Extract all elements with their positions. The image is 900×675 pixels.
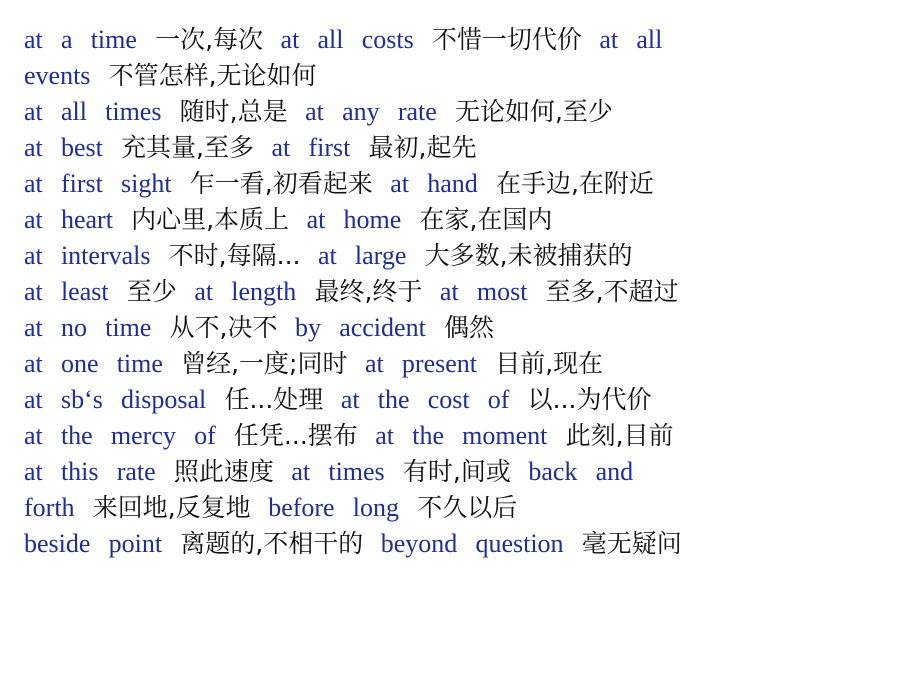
- english-word: best: [60, 133, 103, 162]
- english-word: back: [528, 457, 578, 486]
- english-word: least: [60, 277, 109, 306]
- english-word: question: [475, 529, 564, 558]
- chinese-meaning: 离题的,不相干的: [180, 529, 364, 558]
- english-word: point: [108, 529, 163, 558]
- english-word: time: [116, 349, 163, 378]
- chinese-meaning: 充其量,至多: [121, 133, 254, 162]
- english-word: at: [306, 205, 326, 234]
- english-word: the: [412, 421, 444, 450]
- english-word: the: [377, 385, 410, 414]
- english-word: at: [390, 169, 410, 198]
- chinese-meaning: 不管怎样,无论如何: [108, 61, 317, 90]
- english-word: one: [60, 349, 99, 378]
- english-word: length: [231, 277, 297, 306]
- english-word: present: [401, 349, 478, 378]
- english-word: costs: [361, 25, 414, 54]
- phrase-line: [24, 202, 880, 238]
- chinese-meaning: 偶然: [443, 313, 494, 342]
- phrase-line: [24, 94, 880, 130]
- chinese-meaning: 随时,总是: [179, 97, 288, 126]
- english-word: beyond: [380, 529, 458, 558]
- english-word: at: [317, 241, 337, 270]
- english-word: at: [24, 277, 43, 306]
- phrase-line: [24, 274, 880, 310]
- chinese-meaning: 大多数,未被捕获的: [424, 241, 633, 270]
- english-word: at: [375, 421, 395, 450]
- phrase-list: [24, 22, 880, 562]
- english-word: at: [439, 277, 459, 306]
- english-word: mercy: [110, 421, 176, 450]
- phrase-line: [24, 490, 880, 526]
- english-word: at: [24, 97, 43, 126]
- english-word: hand: [427, 169, 478, 198]
- chinese-meaning: 内心里,本质上: [131, 205, 290, 234]
- english-word: cost: [427, 385, 470, 414]
- chinese-meaning: 任...处理: [224, 385, 324, 414]
- english-word: all: [317, 25, 344, 54]
- chinese-meaning: 至少: [126, 277, 177, 306]
- chinese-meaning: 目前,现在: [495, 349, 604, 378]
- english-word: accident: [339, 313, 426, 342]
- english-word: of: [487, 385, 510, 414]
- english-word: at: [24, 349, 43, 378]
- english-word: at: [24, 25, 43, 54]
- english-word: at: [24, 241, 43, 270]
- chinese-meaning: 不惜一切代价: [431, 25, 582, 54]
- chinese-meaning: 最终,终于: [314, 277, 423, 306]
- chinese-meaning: 任凭...摆布: [233, 421, 358, 450]
- english-word: at: [24, 457, 43, 486]
- english-word: all: [636, 25, 663, 54]
- english-word: before: [268, 493, 335, 522]
- english-word: at: [305, 97, 324, 126]
- english-word: rate: [397, 97, 437, 126]
- chinese-meaning: 无论如何,至少: [454, 97, 613, 126]
- english-word: at: [280, 25, 300, 54]
- english-word: time: [90, 25, 137, 54]
- phrase-line: [24, 130, 880, 166]
- english-word: no: [60, 313, 87, 342]
- english-word: events: [24, 61, 91, 90]
- phrase-line: [24, 22, 880, 58]
- english-word: at: [24, 133, 43, 162]
- english-word: any: [342, 97, 380, 126]
- english-word: time: [105, 313, 152, 342]
- phrase-line: [24, 382, 880, 418]
- phrase-line: [24, 454, 880, 490]
- english-word: at: [24, 169, 43, 198]
- english-word: home: [343, 205, 402, 234]
- chinese-meaning: 乍一看,初看起来: [189, 169, 373, 198]
- phrase-line: [24, 418, 880, 454]
- english-word: by: [295, 313, 321, 342]
- english-word: at: [24, 313, 43, 342]
- english-word: sb‘s: [60, 385, 103, 414]
- english-word: of: [194, 421, 216, 450]
- english-word: heart: [60, 205, 113, 234]
- english-word: all: [60, 97, 87, 126]
- chinese-meaning: 在手边,在附近: [495, 169, 654, 198]
- english-word: most: [476, 277, 528, 306]
- chinese-meaning: 有时,间或: [402, 457, 511, 486]
- chinese-meaning: 最初,起先: [368, 133, 477, 162]
- phrase-line: [24, 310, 880, 346]
- english-word: disposal: [121, 385, 207, 414]
- phrase-line: [24, 58, 880, 94]
- english-word: at: [24, 205, 43, 234]
- chinese-meaning: 不久以后: [417, 493, 518, 522]
- english-word: intervals: [60, 241, 151, 270]
- chinese-meaning: 以...为代价: [527, 385, 652, 414]
- english-word: the: [60, 421, 93, 450]
- english-word: at: [291, 457, 311, 486]
- chinese-meaning: 不时,每隔...: [168, 241, 301, 270]
- phrase-line: [24, 346, 880, 382]
- english-word: first: [308, 133, 351, 162]
- english-word: at: [24, 421, 43, 450]
- english-word: moment: [462, 421, 548, 450]
- chinese-meaning: 来回地,反复地: [92, 493, 251, 522]
- english-word: times: [328, 457, 385, 486]
- chinese-meaning: 曾经,一度;同时: [181, 349, 348, 378]
- chinese-meaning: 在家,在国内: [419, 205, 553, 234]
- english-word: at: [194, 277, 214, 306]
- english-word: a: [60, 25, 73, 54]
- english-word: long: [352, 493, 400, 522]
- english-word: large: [354, 241, 407, 270]
- english-word: first: [60, 169, 103, 198]
- english-word: at: [599, 25, 619, 54]
- chinese-meaning: 照此速度: [173, 457, 274, 486]
- english-word: and: [595, 457, 634, 486]
- english-word: at: [271, 133, 291, 162]
- english-word: beside: [24, 529, 91, 558]
- english-word: this: [60, 457, 99, 486]
- chinese-meaning: 从不,决不: [169, 313, 278, 342]
- chinese-meaning: 此刻,目前: [565, 421, 674, 450]
- english-word: at: [24, 385, 43, 414]
- english-word: times: [105, 97, 162, 126]
- phrase-line: [24, 238, 880, 274]
- phrase-line: [24, 526, 880, 562]
- english-word: sight: [121, 169, 172, 198]
- chinese-meaning: 至多,不超过: [545, 277, 679, 306]
- chinese-meaning: 毫无疑问: [581, 529, 682, 558]
- chinese-meaning: 一次,每次: [155, 25, 264, 54]
- english-word: at: [364, 349, 384, 378]
- english-word: forth: [24, 493, 75, 522]
- english-word: at: [340, 385, 360, 414]
- english-word: rate: [116, 457, 156, 486]
- phrase-line: [24, 166, 880, 202]
